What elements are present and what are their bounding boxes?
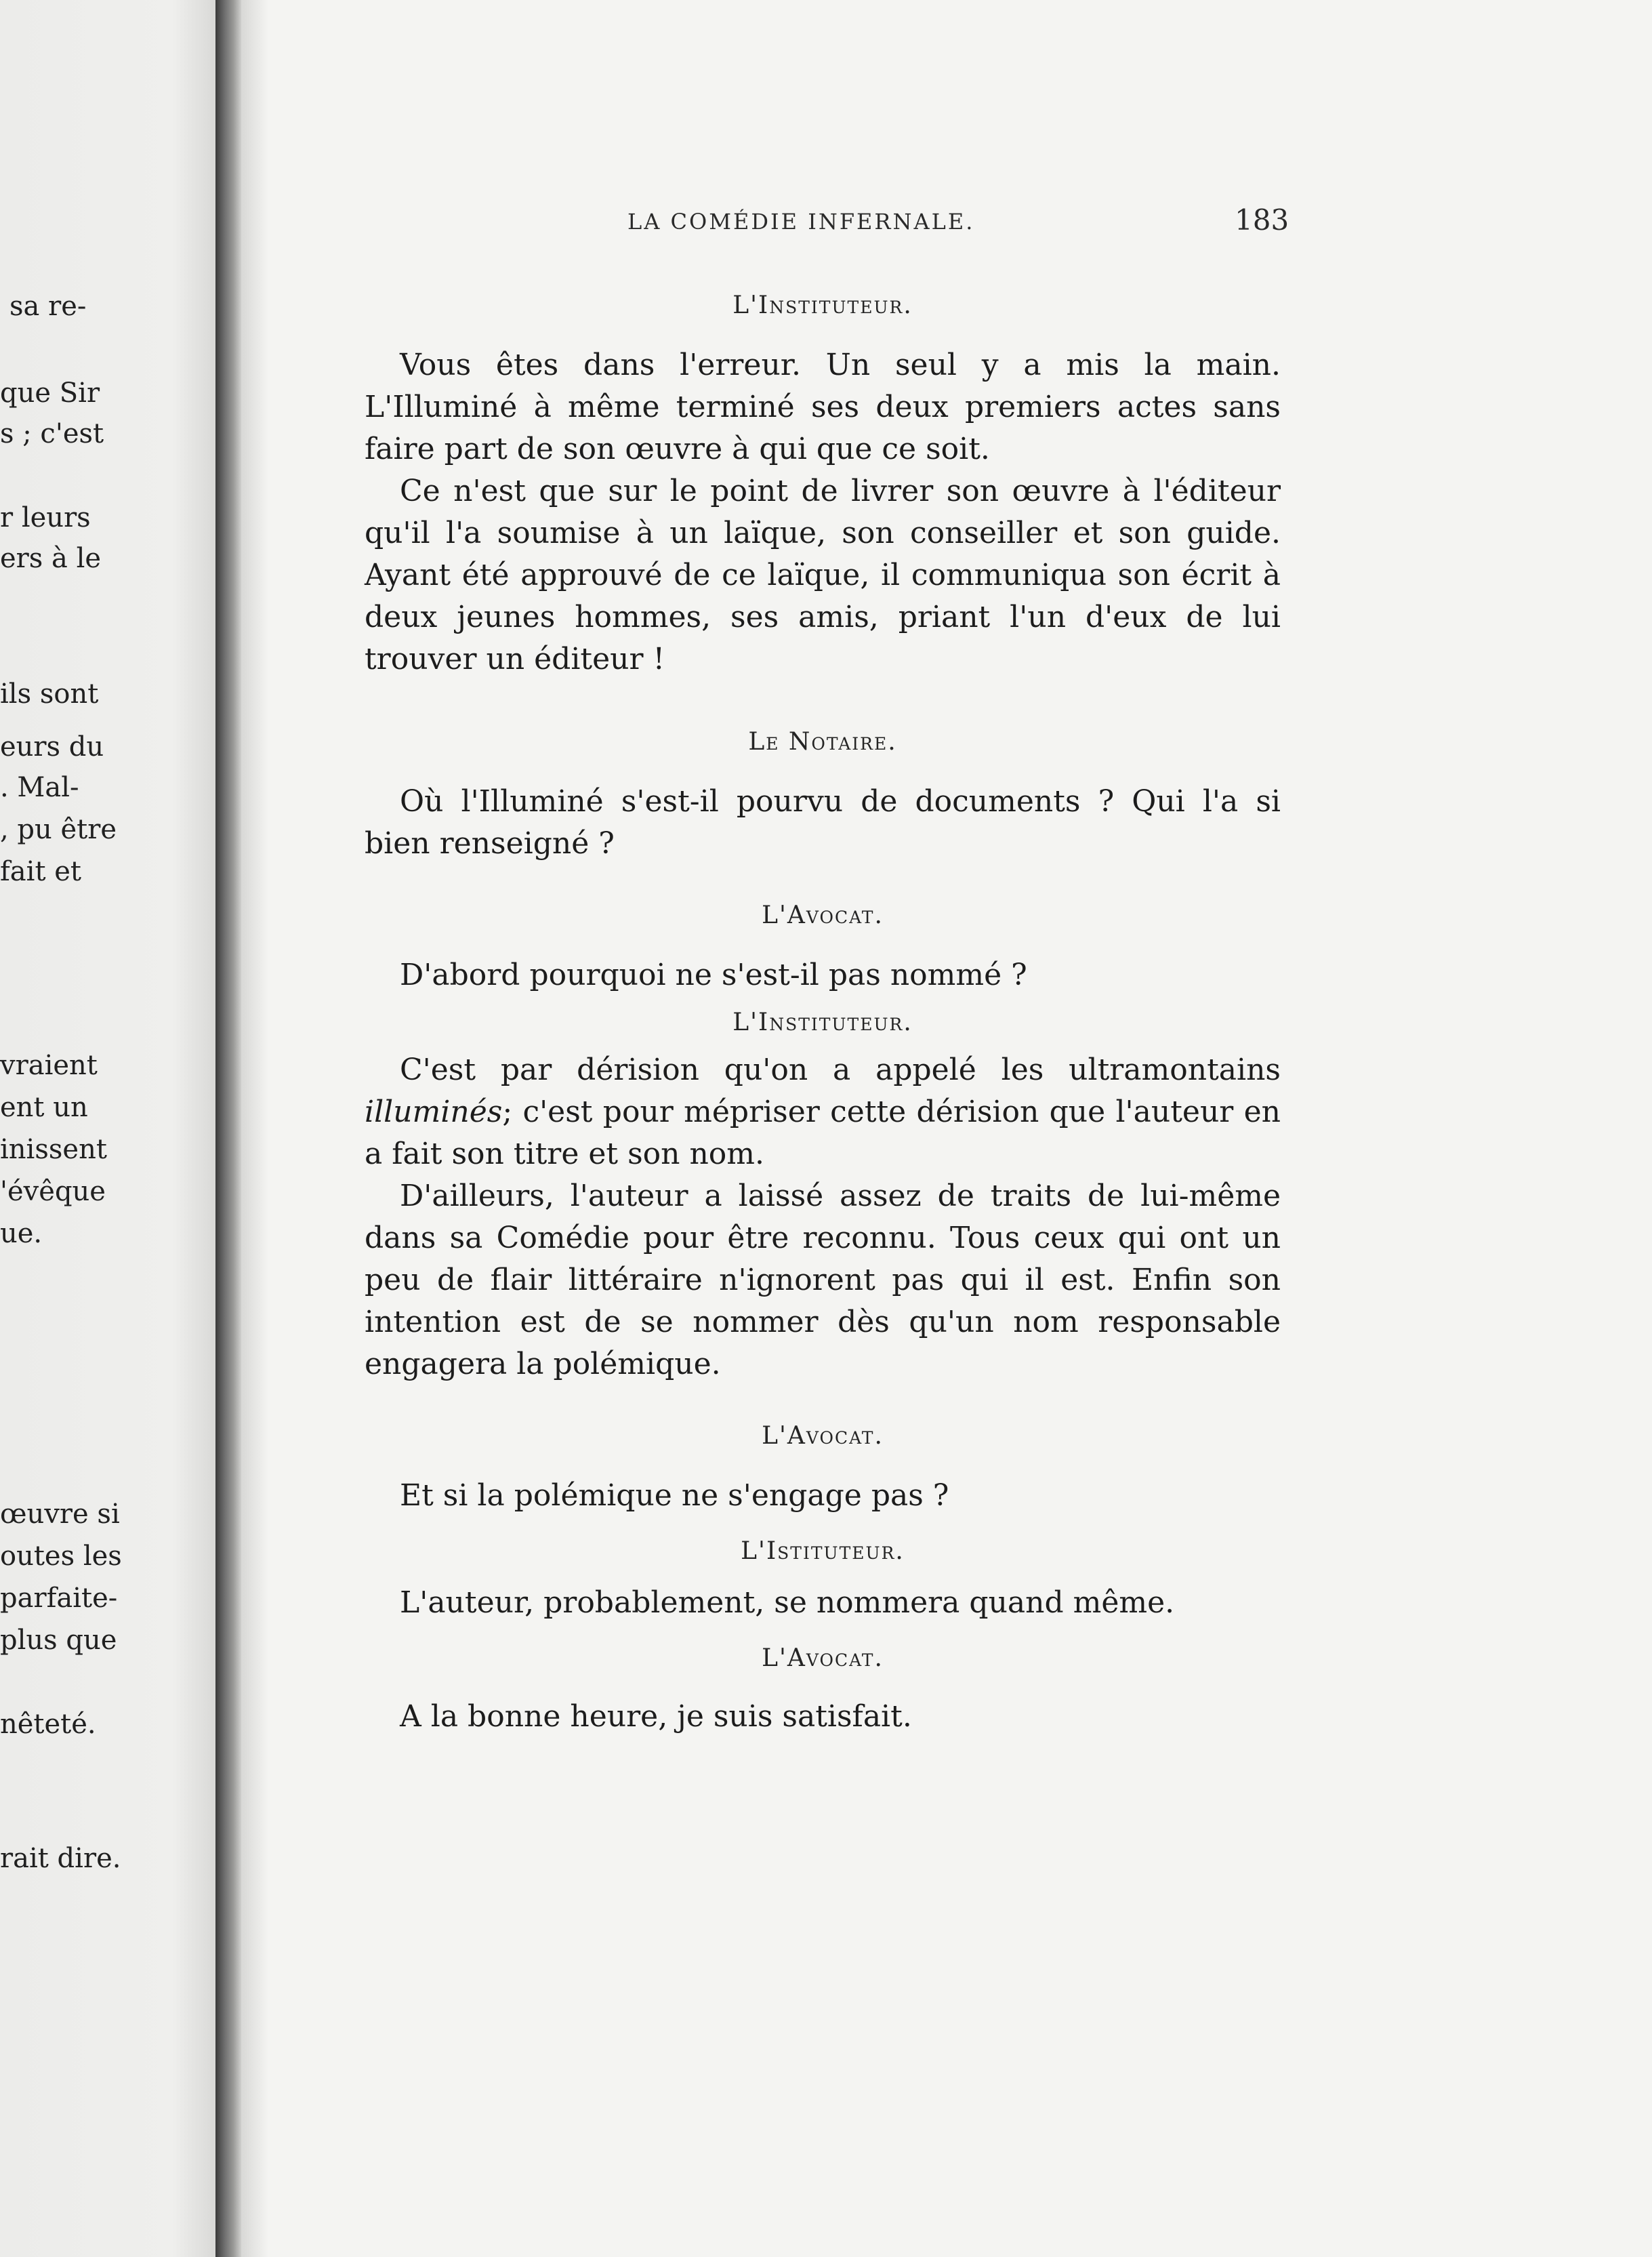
left-page-line: r leurs — [0, 502, 91, 533]
left-page-line: ue. — [0, 1218, 43, 1249]
left-page-line: nêteté. — [0, 1709, 96, 1740]
speaker-heading: L'Instituteur. — [732, 291, 913, 319]
speaker-heading: L'Avocat. — [762, 1422, 884, 1450]
speaker-heading: L'Istituteur. — [741, 1537, 905, 1565]
dialogue-text — [365, 285, 1281, 1738]
left-page-line: eurs du — [0, 731, 104, 762]
speaker-heading: L'Avocat. — [762, 1644, 884, 1672]
left-page-line: ils sont — [0, 678, 99, 710]
left-page-line: ent un — [0, 1092, 88, 1123]
left-facing-page — [0, 0, 215, 2257]
paragraph: Et si la polémique ne s'engage pas ? — [400, 1478, 949, 1513]
book-gutter — [215, 0, 241, 2257]
paragraph: D'abord pourquoi ne s'est-il pas nommé ? — [400, 958, 1027, 992]
left-page-line: que Sir — [0, 378, 100, 409]
paragraph: Où l'Illuminé s'est-il pourvu de documents ? Qui l'a si bien renseigné ? — [365, 784, 1281, 861]
left-page-line: outes les — [0, 1541, 122, 1572]
left-page-line: parfaite- — [0, 1583, 118, 1614]
emphasis: illuminés — [365, 1095, 503, 1129]
speaker-heading: L'Instituteur. — [732, 1009, 913, 1036]
paragraph: A la bonne heure, je suis satisfait. — [400, 1699, 912, 1734]
left-page-line: s ; c'est — [0, 418, 104, 449]
left-page-line: , pu être — [0, 814, 117, 845]
paragraph: Vous êtes dans l'erreur. Un seul y a mis la main. L'Illuminé à même terminé ses deux premiers actes sans faire part de son œuvre à qui que ce soit. — [365, 348, 1281, 466]
left-page-line: 'évêque — [0, 1176, 106, 1207]
left-page-line: inissent — [0, 1134, 107, 1165]
gutter-shadow — [241, 0, 268, 2257]
left-page-line: œuvre si — [0, 1499, 120, 1530]
left-page-line: fait et — [0, 856, 81, 887]
left-page-line: ers à le — [0, 543, 102, 574]
left-page-line: plus que — [0, 1625, 117, 1656]
paragraph: L'auteur, probablement, se nommera quand même. — [400, 1585, 1175, 1620]
speaker-heading: Le Notaire. — [748, 728, 897, 756]
left-page-line: . Mal- — [0, 772, 79, 803]
page-number: 183 — [1235, 203, 1289, 237]
left-page-line: vraient — [0, 1050, 98, 1081]
paragraph: D'ailleurs, l'auteur a laissé assez de traits de lui-même dans sa Comédie pour être reconnu. Tous ceux qui ont un peu de flair littéraire n'ignorent pas qui il est. Enfin son intention est de se nommer dès qu'un nom responsable engagera la polémique. — [365, 1179, 1281, 1381]
running-title: LA COMÉDIE INFERNALE. — [627, 209, 975, 235]
main-page — [268, 0, 1652, 2257]
paragraph: Ce n'est que sur le point de livrer son œuvre à l'éditeur qu'il l'a soumise à un laïque, son conseiller et son guide. Ayant été approuvé de ce laïque, il communiqua son écrit à deux jeunes hommes, ses amis, priant l'un d'eux de lui trouver un éditeur ! — [365, 474, 1281, 676]
paragraph: C'est par dérision qu'on a appelé les ultramontains illuminés; c'est pour mépriser cette dérision que l'auteur en a fait son titre et son nom. — [365, 1053, 1281, 1171]
left-page-line: rait dire. — [0, 1843, 121, 1874]
speaker-heading: L'Avocat. — [762, 901, 884, 929]
left-page-line: sa re- — [9, 291, 87, 322]
